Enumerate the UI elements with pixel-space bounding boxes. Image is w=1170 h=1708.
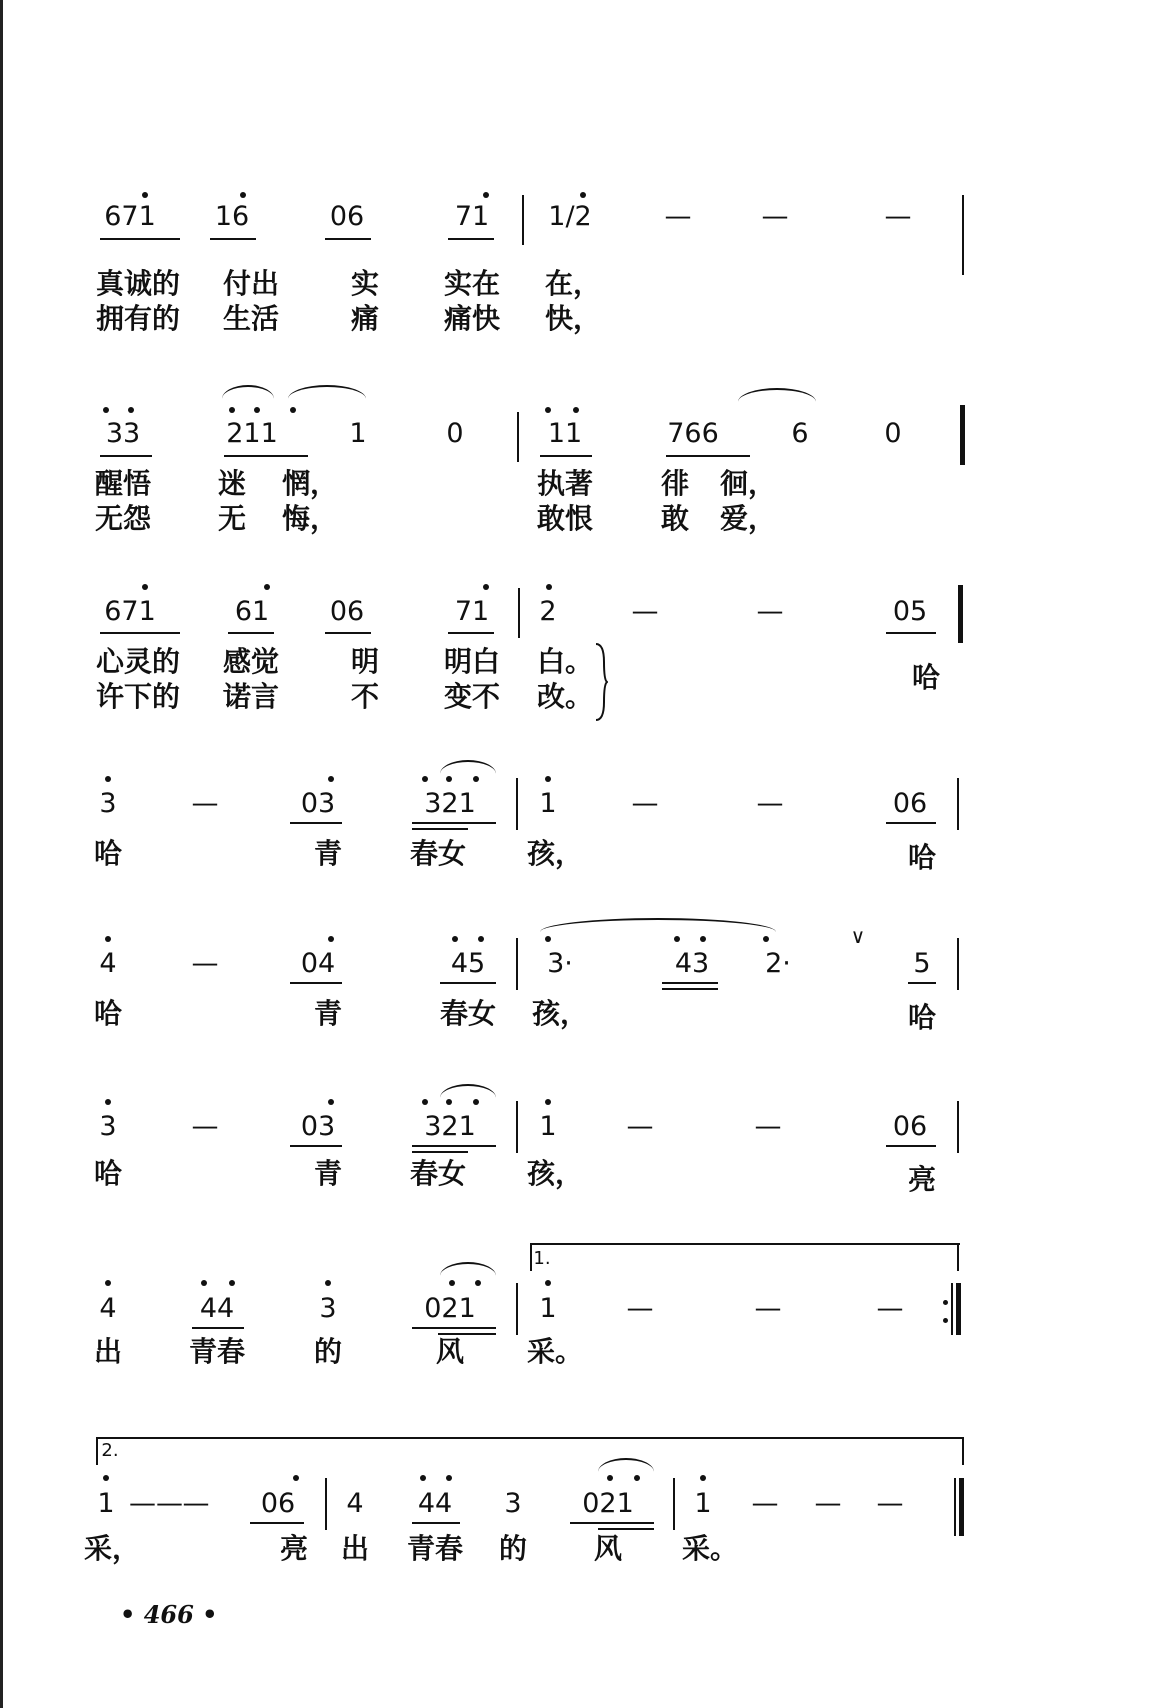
beat-underline <box>598 1528 654 1530</box>
octave-dot <box>446 1099 452 1105</box>
slur <box>440 760 496 774</box>
lyric: 醒悟 <box>94 467 152 500</box>
octave-dot <box>545 407 551 413</box>
barline <box>960 405 965 465</box>
note: — <box>754 1293 782 1324</box>
note: 321 <box>424 1111 476 1142</box>
note: 1 <box>539 1111 557 1142</box>
lyric: 徊， <box>719 467 777 500</box>
slur <box>288 385 366 399</box>
octave-dot <box>483 192 489 198</box>
beat-underline <box>908 982 936 984</box>
note: — <box>876 1293 904 1324</box>
lyric: 出 <box>93 1335 123 1368</box>
octave-dot <box>573 407 579 413</box>
note: 1 <box>539 1293 557 1324</box>
note: 03 <box>300 1111 336 1142</box>
lyric: 孩， <box>531 997 589 1030</box>
volta-label: 2. <box>101 1440 119 1461</box>
lyric: 惘， <box>281 467 339 500</box>
note: — <box>191 948 219 979</box>
note: 05 <box>892 596 928 627</box>
octave-dot <box>229 1280 235 1286</box>
slur <box>440 1262 496 1276</box>
note: 0 <box>884 418 902 449</box>
slur <box>738 388 816 402</box>
lyric: 不 <box>350 680 380 713</box>
note: 11 <box>547 418 583 449</box>
lyric: 青春 <box>188 1335 246 1368</box>
beat-underline <box>325 632 371 634</box>
page-number: • 466 • <box>120 1600 218 1629</box>
beat-underline <box>412 1522 460 1524</box>
beat-underline <box>325 238 371 240</box>
barline <box>516 778 518 830</box>
note: 3· <box>547 948 573 979</box>
octave-dot <box>105 1280 111 1286</box>
octave-dot <box>422 776 428 782</box>
barline <box>516 1283 518 1335</box>
note: 3 <box>319 1293 337 1324</box>
lyric-brace <box>594 642 608 722</box>
beat-underline <box>412 1151 468 1153</box>
lyric: 感觉 <box>222 645 280 678</box>
octave-dot <box>473 1099 479 1105</box>
beat-underline <box>662 988 718 990</box>
octave-dot <box>446 1475 452 1481</box>
lyric: 明 <box>350 645 380 678</box>
lyric: 风 <box>593 1532 623 1565</box>
repeat-dot <box>943 1318 948 1323</box>
barline <box>957 938 959 990</box>
lyric: 迷 <box>217 467 247 500</box>
octave-dot <box>545 1280 551 1286</box>
note: 021 <box>424 1293 476 1324</box>
note: 16 <box>214 201 250 232</box>
lyric: 拥有的 <box>95 302 181 335</box>
barline <box>962 195 964 275</box>
note: 4 <box>99 1293 117 1324</box>
beat-underline <box>662 982 718 984</box>
octave-dot <box>634 1475 640 1481</box>
note: 0 <box>446 418 464 449</box>
beat-underline <box>666 455 750 457</box>
lyric: 无 <box>217 502 247 535</box>
note: 06 <box>329 201 365 232</box>
note: — <box>751 1488 779 1519</box>
beat-underline <box>100 632 180 634</box>
note: 4 <box>346 1488 364 1519</box>
lyric: 徘 <box>660 467 690 500</box>
note: 1 <box>539 788 557 819</box>
octave-dot <box>105 776 111 782</box>
beat-underline <box>412 1145 496 1147</box>
note: 1 <box>694 1488 712 1519</box>
lyric: 风 <box>435 1335 465 1368</box>
beat-underline <box>448 632 494 634</box>
note: 3 <box>504 1488 522 1519</box>
beat-underline <box>886 632 936 634</box>
beat-underline <box>290 982 342 984</box>
octave-dot <box>452 936 458 942</box>
lyric: 明白 <box>443 645 501 678</box>
slur <box>440 1084 496 1098</box>
final-barline <box>959 1478 964 1536</box>
volta-bracket <box>96 1437 962 1439</box>
beat-underline <box>412 1327 496 1329</box>
lyric: 实 <box>350 267 380 300</box>
note: — <box>626 1293 654 1324</box>
lyric: 爱， <box>719 502 777 535</box>
barline <box>517 412 519 462</box>
note: 04 <box>300 948 336 979</box>
octave-dot <box>105 1099 111 1105</box>
lyric: 许下的 <box>95 680 181 713</box>
beat-underline <box>192 1327 244 1329</box>
barline <box>516 1101 518 1153</box>
beat-underline <box>448 238 494 240</box>
lyric: 执著 <box>536 467 594 500</box>
lyric: 敢恨 <box>536 502 594 535</box>
note: 33 <box>105 418 141 449</box>
beat-underline <box>224 455 308 457</box>
lyric: 出 <box>340 1532 370 1565</box>
octave-dot <box>580 192 586 198</box>
beat-underline <box>886 1145 936 1147</box>
octave-dot <box>700 936 706 942</box>
note: — <box>814 1488 842 1519</box>
octave-dot <box>422 1099 428 1105</box>
octave-dot <box>446 776 452 782</box>
note: 44 <box>417 1488 453 1519</box>
lyric: 变不 <box>443 680 501 713</box>
beat-underline <box>100 455 152 457</box>
lyric: 痛 <box>350 302 380 335</box>
lyric: 亮 <box>907 1163 937 1196</box>
lyric: 哈 <box>911 661 941 694</box>
octave-dot <box>105 936 111 942</box>
lyric: 春女 <box>439 997 497 1030</box>
octave-dot <box>475 1280 481 1286</box>
beat-underline <box>886 822 936 824</box>
octave-dot <box>103 407 109 413</box>
note: 766 <box>667 418 719 449</box>
note: 1 <box>97 1488 115 1519</box>
note: — <box>756 788 784 819</box>
note: 3 <box>99 1111 117 1142</box>
barline <box>954 1478 956 1536</box>
volta-bracket <box>530 1243 960 1245</box>
note: — <box>631 596 659 627</box>
beat-underline <box>290 1145 342 1147</box>
beat-underline <box>440 982 496 984</box>
lyric: 改。 <box>536 680 594 713</box>
octave-dot <box>328 936 334 942</box>
volta-start <box>96 1437 98 1465</box>
octave-dot <box>483 584 489 590</box>
octave-dot <box>449 1280 455 1286</box>
octave-dot <box>700 1475 706 1481</box>
beat-underline <box>540 455 592 457</box>
beat-underline <box>210 238 256 240</box>
note: 4 <box>99 948 117 979</box>
barline <box>516 938 518 990</box>
lyric: 白。 <box>536 645 594 678</box>
octave-dot <box>128 407 134 413</box>
barline <box>951 1283 953 1335</box>
octave-dot <box>293 1475 299 1481</box>
note: — <box>884 201 912 232</box>
note: 021 <box>582 1488 634 1519</box>
octave-dot <box>201 1280 207 1286</box>
lyric: 采， <box>83 1532 141 1565</box>
octave-dot <box>420 1475 426 1481</box>
note: 1 <box>349 418 367 449</box>
note: — <box>876 1488 904 1519</box>
barline <box>522 195 524 245</box>
lyric: 春女 <box>409 1157 467 1190</box>
lyric: 孩， <box>526 837 584 870</box>
note: ∨ <box>850 924 866 948</box>
note: 44 <box>199 1293 235 1324</box>
lyric: 哈 <box>93 997 123 1030</box>
lyric: 心灵的 <box>95 645 181 678</box>
note: — <box>182 1488 210 1519</box>
note: 671 <box>104 596 156 627</box>
slur <box>540 918 776 932</box>
lyric: 实在 <box>443 267 501 300</box>
lyric: 在， <box>544 267 602 300</box>
octave-dot <box>328 776 334 782</box>
lyric: 采。 <box>526 1335 584 1368</box>
lyric: 付出 <box>222 267 280 300</box>
lyric: 痛快 <box>443 302 501 335</box>
octave-dot <box>473 776 479 782</box>
note: 211 <box>226 418 278 449</box>
octave-dot <box>142 584 148 590</box>
volta-label: 1. <box>533 1248 551 1269</box>
repeat-barline <box>956 1283 961 1335</box>
note: 61 <box>234 596 270 627</box>
lyric: 青 <box>313 997 343 1030</box>
note: — <box>626 1111 654 1142</box>
note: 2· <box>765 948 791 979</box>
barline <box>325 1478 327 1530</box>
note: — <box>631 788 659 819</box>
barline <box>673 1478 675 1530</box>
note: 3 <box>99 788 117 819</box>
beat-underline <box>228 632 274 634</box>
barline <box>957 778 959 830</box>
note: 6 <box>791 418 809 449</box>
lyric: 青 <box>313 1157 343 1190</box>
note: 06 <box>892 788 928 819</box>
octave-dot <box>103 1475 109 1481</box>
note: 671 <box>104 201 156 232</box>
note: 45 <box>450 948 486 979</box>
note: 03 <box>300 788 336 819</box>
octave-dot <box>546 584 552 590</box>
note: —— <box>129 1488 183 1519</box>
beat-underline <box>290 822 342 824</box>
lyric: 无怨 <box>94 502 152 535</box>
note: 06 <box>260 1488 296 1519</box>
beat-underline <box>412 828 468 830</box>
note: — <box>664 201 692 232</box>
lyric: 春女 <box>409 837 467 870</box>
note: 06 <box>329 596 365 627</box>
beat-underline <box>250 1522 304 1524</box>
beat-underline <box>100 238 180 240</box>
octave-dot <box>674 936 680 942</box>
note: 1/2 <box>548 201 592 232</box>
volta-end <box>962 1437 964 1465</box>
lyric: 真诚的 <box>95 267 181 300</box>
repeat-dot <box>943 1300 948 1305</box>
note: 06 <box>892 1111 928 1142</box>
page-edge <box>0 0 3 1708</box>
octave-dot <box>240 192 246 198</box>
lyric: 哈 <box>907 841 937 874</box>
barline <box>518 588 520 638</box>
note: — <box>756 596 784 627</box>
lyric: 悔， <box>281 502 339 535</box>
octave-dot <box>325 1280 331 1286</box>
note: 71 <box>454 201 490 232</box>
note: 71 <box>454 596 490 627</box>
lyric: 哈 <box>93 1157 123 1190</box>
note: — <box>191 1111 219 1142</box>
lyric: 采。 <box>681 1532 739 1565</box>
lyric: 快， <box>544 302 602 335</box>
octave-dot <box>545 776 551 782</box>
note: 2 <box>539 596 557 627</box>
volta-end <box>957 1243 959 1271</box>
lyric: 的 <box>498 1532 528 1565</box>
note: — <box>761 201 789 232</box>
lyric: 青春 <box>406 1532 464 1565</box>
slur <box>598 1458 654 1472</box>
lyric: 哈 <box>907 1001 937 1034</box>
octave-dot <box>142 192 148 198</box>
note: 5 <box>913 948 931 979</box>
octave-dot <box>229 407 235 413</box>
lyric: 诺言 <box>222 680 280 713</box>
beat-underline <box>570 1522 654 1524</box>
slur <box>222 385 274 399</box>
note: — <box>754 1111 782 1142</box>
barline <box>957 1101 959 1153</box>
lyric: 的 <box>313 1335 343 1368</box>
note: 321 <box>424 788 476 819</box>
octave-dot <box>478 936 484 942</box>
octave-dot <box>264 584 270 590</box>
octave-dot <box>763 936 769 942</box>
lyric: 哈 <box>93 837 123 870</box>
volta-start <box>530 1243 532 1271</box>
octave-dot <box>545 936 551 942</box>
octave-dot <box>328 1099 334 1105</box>
note: 43 <box>674 948 710 979</box>
octave-dot <box>254 407 260 413</box>
octave-dot <box>545 1099 551 1105</box>
lyric: 青 <box>313 837 343 870</box>
octave-dot <box>607 1475 613 1481</box>
lyric: 亮 <box>279 1532 309 1565</box>
lyric: 生活 <box>222 302 280 335</box>
barline <box>958 585 963 643</box>
octave-dot <box>290 407 296 413</box>
beat-underline <box>412 822 496 824</box>
lyric: 孩， <box>526 1157 584 1190</box>
note: — <box>191 788 219 819</box>
lyric: 敢 <box>660 502 690 535</box>
